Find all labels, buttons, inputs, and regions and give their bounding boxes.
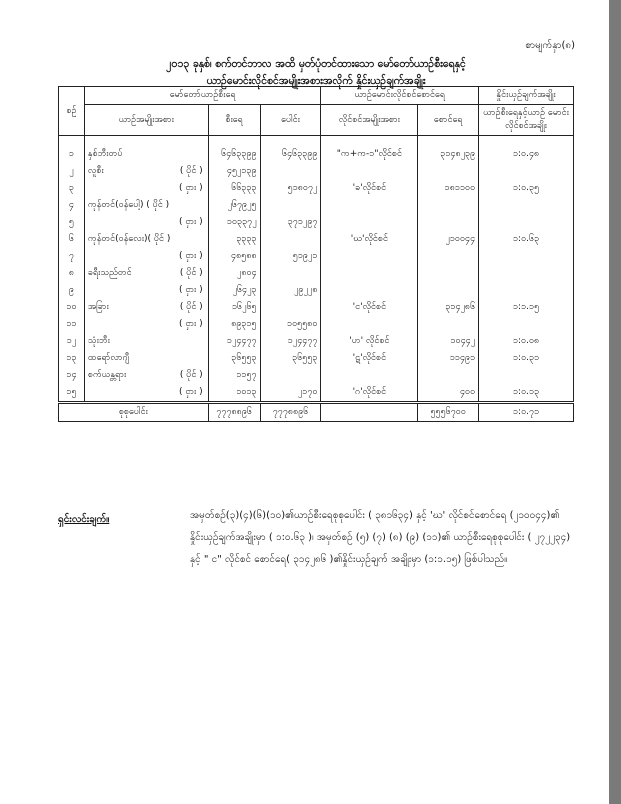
row-total	[260, 231, 321, 248]
row-ratio: ၁:၀.၆၃	[479, 231, 574, 248]
row-ratio	[479, 316, 574, 333]
row-vehicle-type	[84, 367, 208, 384]
row-license-count: ၁၀၄၄၂	[418, 333, 479, 350]
row-vehicle-type	[84, 197, 208, 214]
row-total: ၂၁၇၀	[260, 384, 321, 403]
row-vehicle-type	[84, 265, 208, 282]
row-ownership: ( ငှား )	[178, 285, 203, 295]
row-vehicle-name: စက်ယန္တရား	[87, 370, 127, 380]
header-license-group: ယာဉ်မောင်းလိုင်စင်စောင်ရေ	[321, 87, 479, 105]
row-count: ၁၆၂၆၅	[208, 299, 260, 316]
footer-ratio: ၁:၀.၇၁	[479, 403, 574, 422]
vehicle-license-table	[58, 86, 574, 422]
row-license-type: 'ဋ'လိုင်စင်	[321, 350, 418, 367]
row-count: ၆၄၆၃၃၉၉	[208, 136, 260, 164]
row-total	[260, 367, 321, 384]
row-serial: ၂	[59, 163, 85, 180]
row-license-count	[418, 214, 479, 231]
row-ratio	[479, 248, 574, 265]
row-vehicle-type	[84, 136, 208, 164]
row-vehicle-type	[84, 163, 208, 180]
row-count: ၂၈၀၄	[208, 265, 260, 282]
row-ratio	[479, 197, 574, 214]
row-license-type	[321, 214, 418, 231]
row-license-type: 'ဂ'လိုင်စင်	[321, 384, 418, 403]
row-vehicle-type	[84, 248, 208, 265]
row-ratio: ၁:၀.၃၁	[479, 350, 574, 367]
row-vehicle-type	[84, 384, 208, 403]
row-ownership: ( ငှား )	[178, 387, 203, 397]
row-ownership: ( ပိုင် )	[179, 370, 203, 380]
row-ownership: ( ငှား )	[178, 319, 203, 329]
table-row	[59, 136, 574, 164]
row-ownership	[203, 352, 205, 365]
row-license-count: ၃၁၄၈၂၃၉	[418, 136, 479, 164]
row-license-type	[321, 265, 418, 282]
table-row	[59, 197, 574, 214]
row-serial: ၁၅	[59, 384, 85, 403]
header-ratio-group: နှိုင်းယှဉ်ချက်အချိုး	[479, 87, 574, 105]
note-label: ရှင်းလင်းချက်။	[58, 514, 110, 525]
row-license-type	[321, 367, 418, 384]
row-license-type: 'ဃ'လိုင်စင်	[321, 231, 418, 248]
table-row	[59, 248, 574, 265]
row-vehicle-type	[84, 180, 208, 197]
row-license-count: ၂၁၀၀၄၄	[418, 231, 479, 248]
row-ownership	[203, 148, 205, 161]
header-vehicle-type: ယာဉ်အမျိုးအစား	[84, 105, 208, 136]
row-serial: ၅	[59, 214, 85, 231]
table-row	[59, 316, 574, 333]
table-row	[59, 367, 574, 384]
row-ratio: ၁:၁.၁၅	[479, 299, 574, 316]
row-ownership	[203, 233, 205, 246]
row-serial: ၈	[59, 265, 85, 282]
row-ratio: ၁:၀.၁၃	[479, 384, 574, 403]
header-license-count: စောင်ရေ	[418, 105, 479, 136]
row-count: ၄၅၂၁၃၉	[208, 163, 260, 180]
row-license-count	[418, 248, 479, 265]
row-count: ၃၃၃၃	[208, 231, 260, 248]
row-license-type	[321, 248, 418, 265]
row-serial: ၁	[59, 136, 85, 164]
row-license-count	[418, 316, 479, 333]
row-serial: ၁၄	[59, 367, 85, 384]
row-serial: ၁၂	[59, 333, 85, 350]
header-ratio: ယာဉ်စီးရေနှင့်ယာဉ် မောင်းလိုင်စင်အချိုး	[479, 105, 574, 136]
row-ratio: ၁:၀.၄၈	[479, 136, 574, 164]
row-license-count: ၃၁၄၂၈၆	[418, 299, 479, 316]
row-license-count: ၁၁၄၉၁	[418, 350, 479, 367]
row-ratio	[479, 282, 574, 299]
row-count: ၁၁၅၇	[208, 367, 260, 384]
table-row	[59, 180, 574, 197]
row-vehicle-name: နှစ်ဘီးတပ်	[87, 149, 123, 159]
row-vehicle-type	[84, 282, 208, 299]
row-vehicle-type	[84, 214, 208, 231]
table-row	[59, 265, 574, 282]
footer-total: ၇၇၇၈၈၉၆	[260, 403, 321, 422]
row-license-type: 'င'လိုင်စင်	[321, 299, 418, 316]
table-row	[59, 299, 574, 316]
row-license-count: ၄၀၀	[418, 384, 479, 403]
row-total	[260, 299, 321, 316]
page-number: စာမျက်နှာ(၈)	[525, 40, 575, 51]
header-count: စီးရေ	[208, 105, 260, 136]
row-ratio	[479, 367, 574, 384]
row-count: ၂၆၇၉၂၅	[208, 197, 260, 214]
row-vehicle-name: ကုန်တင်(ဝန်ပေါ့) ( ပိုင် )	[87, 200, 170, 210]
row-ownership	[203, 199, 205, 212]
document-title-line1: ၂၀၁၃ ခုနှစ်၊ စက်တင်ဘာလ အထိ မှတ်ပုံတင်ထားသော မော်တော်ယာဉ်စီးရေနှင့်	[166, 58, 466, 70]
row-count: ၁၀၁၃	[208, 384, 260, 403]
document-title-line2: ယာဉ်မောင်းလိုင်စင်အမျိုးအစားအလိုက် နှိုင်းယှဉ်ချက်အချိုး	[206, 75, 426, 87]
row-serial: ၇	[59, 248, 85, 265]
row-license-count: ၁၈၁၁၀၀	[418, 180, 479, 197]
row-ownership: ( ပိုင် )	[179, 302, 203, 312]
row-serial: ၁၀	[59, 299, 85, 316]
row-serial: ၁၃	[59, 350, 85, 367]
row-total	[260, 197, 321, 214]
row-total: ၂၉၂၂၈	[260, 282, 321, 299]
footer-license-count: ၅၅၅၆၇၀၀	[418, 403, 479, 422]
row-vehicle-name: ခရီးသည်တင်	[87, 268, 132, 278]
row-license-count	[418, 282, 479, 299]
row-vehicle-name: ကုန်တင်(ဝန်လေး)( ပိုင် )	[87, 234, 171, 244]
row-license-type: 'ဟ' လိုင်စင်	[321, 333, 418, 350]
header-license-type: လိုင်စင်အမျိုးအစား	[321, 105, 418, 136]
row-vehicle-type	[84, 299, 208, 316]
scrollbar[interactable]	[609, 0, 621, 804]
row-license-count	[418, 197, 479, 214]
row-license-type: 'ခ'လိုင်စင်	[321, 180, 418, 197]
row-total	[260, 265, 321, 282]
row-serial: ၄	[59, 197, 85, 214]
row-vehicle-type	[84, 333, 208, 350]
table-body	[59, 136, 574, 403]
row-total	[260, 163, 321, 180]
row-vehicle-name: သုံးဘီး	[87, 336, 110, 346]
row-total: ၁၂၄၄၇၇	[260, 333, 321, 350]
footer-label: စုစုပေါင်း	[59, 403, 209, 422]
row-ownership: ( ငှား )	[178, 217, 203, 227]
row-total: ၆၄၆၃၃၉၉	[260, 136, 321, 164]
row-total: ၃၆၅၅၃	[260, 350, 321, 367]
row-license-type	[321, 163, 418, 180]
row-vehicle-name: လူစီး	[87, 166, 104, 176]
table-row	[59, 384, 574, 403]
header-serial: စဉ်	[59, 87, 85, 136]
row-license-type: "က+က-၁"လိုင်စင်	[321, 136, 418, 164]
row-ownership: ( ပိုင် )	[179, 166, 203, 176]
row-license-type	[321, 316, 418, 333]
row-total: ၁၀၅၅၈၀	[260, 316, 321, 333]
row-ratio	[479, 214, 574, 231]
table-row	[59, 214, 574, 231]
row-count: ၃၆၅၅၃	[208, 350, 260, 367]
footer-empty	[321, 403, 418, 422]
row-serial: ၃	[59, 180, 85, 197]
row-vehicle-type	[84, 316, 208, 333]
row-license-count	[418, 163, 479, 180]
header-total: ပေါင်း	[260, 105, 321, 136]
row-serial: ၉	[59, 282, 85, 299]
row-count: ၂၆၄၂၃	[208, 282, 260, 299]
table-row	[59, 333, 574, 350]
row-ratio	[479, 265, 574, 282]
row-ratio: ၁:၀.၀၈	[479, 333, 574, 350]
row-count: ၆၆၃၃၃	[208, 180, 260, 197]
row-count: ၈၉၃၁၅	[208, 316, 260, 333]
row-count: ၄၈၅၈၈	[208, 248, 260, 265]
header-vehicle-group: မော်တော်ယာဉ်စီးရေ	[84, 87, 321, 105]
row-license-count	[418, 265, 479, 282]
note-text: အမှတ်စဉ်(၃)(၄)(၆)(၁၀)၏ယာဉ်စီးရေစုစုပေါင်း ( ၃၈၁၆၃၄) နှင့် 'ဃ' လိုင်စင်စောင်ရေ (၂၁၀၀၄၄)၏ နှိုင်းယှဉ်ချက်အချိုးမှာ ( ၁:၀.၆၃ )၊ အမှတ်စဉ် (၅) (၇) (၈) (၉) (၁၁)၏ ယာဉ်စီးရေစုစုပေါင်း ( ၂၇၂၂၃၄) နှင့် " င" လိုင်စင် စောင်ရေ( ၃၁၄၂၈၆ )၏နှိုင်းယှဉ်ချက် အချိုးမှာ (၁:၁.၁၅) ဖြစ်ပါသည်။	[190, 510, 571, 565]
table-row	[59, 163, 574, 180]
row-total: ၃၇၁၂၉၇	[260, 214, 321, 231]
row-vehicle-type	[84, 231, 208, 248]
row-license-type	[321, 197, 418, 214]
table-row	[59, 231, 574, 248]
row-count: ၁၂၄၄၇၇	[208, 333, 260, 350]
row-serial: ၆	[59, 231, 85, 248]
table-row	[59, 282, 574, 299]
row-ownership: ( ငှား )	[178, 251, 203, 261]
row-vehicle-name: ထရော်လာဂျီ	[87, 353, 130, 363]
row-serial: ၁၁	[59, 316, 85, 333]
row-license-count	[418, 367, 479, 384]
row-count: ၁၀၃၃၇၂	[208, 214, 260, 231]
row-total: ၅၁၈၀၇၂	[260, 180, 321, 197]
row-ratio	[479, 163, 574, 180]
row-vehicle-type	[84, 350, 208, 367]
table-row	[59, 350, 574, 367]
row-license-type	[321, 282, 418, 299]
row-ownership: ( ပိုင် )	[179, 268, 203, 278]
row-ownership: ( ငှား )	[178, 183, 203, 193]
row-ratio: ၁:၀.၃၅	[479, 180, 574, 197]
row-ownership	[203, 335, 205, 348]
footer-count: ၇၇၇၈၈၉၆	[208, 403, 260, 422]
row-vehicle-name: အခြား	[87, 302, 109, 312]
row-total: ၅၁၉၂၁	[260, 248, 321, 265]
